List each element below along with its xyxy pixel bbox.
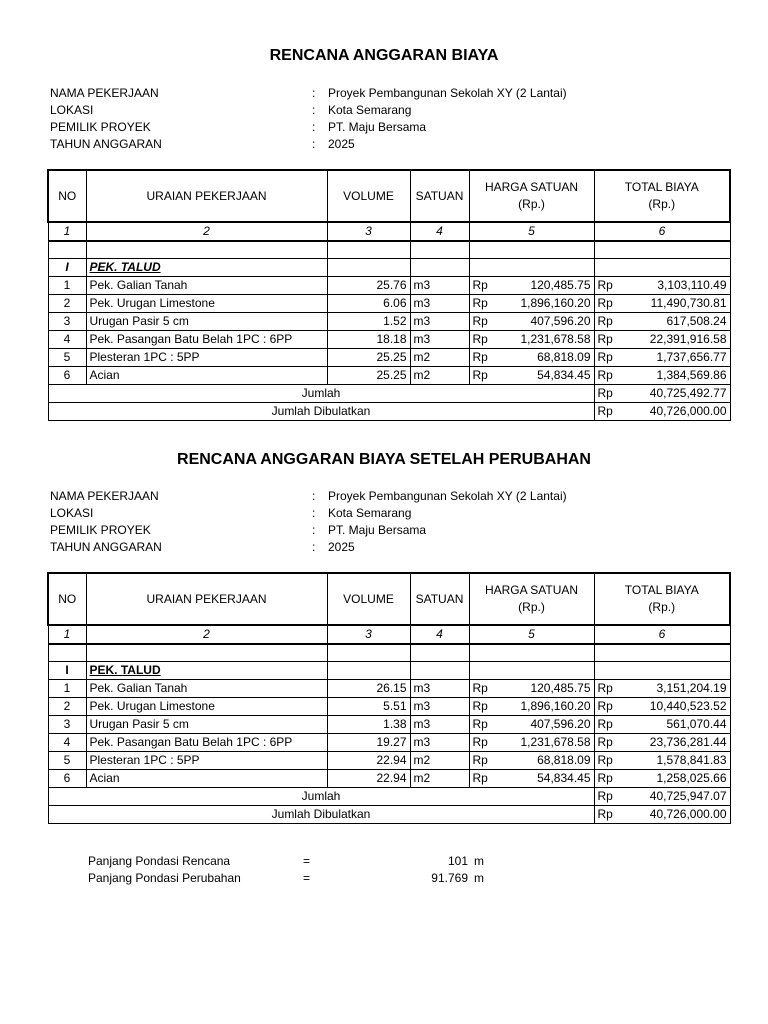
row-volume: 1.38 bbox=[327, 716, 410, 734]
jumlah-row bbox=[48, 385, 730, 403]
column-number-row bbox=[48, 222, 730, 241]
dibulatkan-value: 40,726,000.00 bbox=[618, 403, 730, 421]
col-number: 2 bbox=[86, 222, 327, 241]
jumlah-value: 40,725,492.77 bbox=[618, 385, 730, 403]
info-colon: : bbox=[312, 120, 316, 134]
row-rp: Rp bbox=[594, 367, 618, 385]
row-rp: Rp bbox=[469, 734, 493, 752]
blank-row bbox=[48, 644, 730, 662]
row-satuan: m2 bbox=[410, 349, 469, 367]
row-satuan: m2 bbox=[410, 367, 469, 385]
info-row-pemilik bbox=[50, 119, 710, 136]
table-row bbox=[48, 734, 730, 752]
footer-label: Panjang Pondasi Perubahan bbox=[88, 871, 241, 885]
info-label: LOKASI bbox=[50, 103, 94, 117]
row-rp: Rp bbox=[594, 734, 618, 752]
row-rp: Rp bbox=[469, 680, 493, 698]
jumlah-value: 40,725,947.07 bbox=[618, 788, 730, 806]
table-row bbox=[48, 277, 730, 295]
info-value: Proyek Pembangunan Sekolah XY (2 Lantai) bbox=[328, 489, 567, 503]
row-total: 10,440,523.52 bbox=[618, 698, 730, 716]
row-rp: Rp bbox=[469, 367, 493, 385]
footer-value: 101 bbox=[447, 854, 468, 868]
table-row bbox=[48, 331, 730, 349]
footer-unit: m bbox=[474, 854, 484, 868]
row-total: 3,103,110.49 bbox=[618, 277, 730, 295]
row-satuan: m3 bbox=[410, 734, 469, 752]
row-rp: Rp bbox=[594, 295, 618, 313]
row-volume: 22.94 bbox=[327, 770, 410, 788]
info-colon: : bbox=[312, 103, 316, 117]
project-info bbox=[50, 488, 710, 556]
row-uraian: Pek. Urugan Limestone bbox=[86, 698, 327, 716]
header-total-sub: (Rp.) bbox=[648, 600, 676, 614]
footer-label: Panjang Pondasi Rencana bbox=[88, 854, 231, 868]
row-uraian: Plesteran 1PC : 5PP bbox=[86, 349, 327, 367]
row-satuan: m3 bbox=[410, 277, 469, 295]
row-harga: 1,896,160.20 bbox=[493, 698, 594, 716]
row-satuan: m3 bbox=[410, 295, 469, 313]
row-harga: 120,485.75 bbox=[493, 277, 594, 295]
jumlah-rp: Rp bbox=[594, 788, 618, 806]
row-harga: 68,818.09 bbox=[493, 349, 594, 367]
dibulatkan-rp: Rp bbox=[594, 403, 618, 421]
row-uraian: Pek. Galian Tanah bbox=[86, 277, 327, 295]
row-no: 1 bbox=[48, 277, 86, 295]
col-number: 2 bbox=[86, 625, 327, 644]
info-value: PT. Maju Bersama bbox=[328, 120, 427, 134]
info-value: Kota Semarang bbox=[328, 506, 412, 520]
header-harga-sub: (Rp.) bbox=[518, 197, 545, 211]
row-uraian: Pek. Pasangan Batu Belah 1PC : 6PP bbox=[86, 331, 327, 349]
info-label: NAMA PEKERJAAN bbox=[50, 489, 159, 503]
row-total: 22,391,916.58 bbox=[618, 331, 730, 349]
row-rp: Rp bbox=[594, 680, 618, 698]
footer-row-rencana bbox=[88, 853, 484, 870]
col-number: 5 bbox=[469, 222, 594, 241]
header-satuan: SATUAN bbox=[410, 573, 469, 625]
row-no: 3 bbox=[48, 313, 86, 331]
table-row bbox=[48, 716, 730, 734]
row-uraian: Pek. Urugan Limestone bbox=[86, 295, 327, 313]
row-no: 1 bbox=[48, 680, 86, 698]
info-colon: : bbox=[312, 506, 316, 520]
row-uraian: Plesteran 1PC : 5PP bbox=[86, 752, 327, 770]
row-harga: 1,896,160.20 bbox=[493, 295, 594, 313]
row-no: 4 bbox=[48, 734, 86, 752]
group-name: PEK. TALUD bbox=[86, 662, 327, 680]
row-harga: 120,485.75 bbox=[493, 680, 594, 698]
header-total-label: TOTAL BIAYA bbox=[624, 583, 699, 597]
info-row-lokasi bbox=[50, 505, 710, 522]
row-harga: 407,596.20 bbox=[493, 716, 594, 734]
row-harga: 1,231,678.58 bbox=[493, 331, 594, 349]
info-label: PEMILIK PROYEK bbox=[50, 523, 151, 537]
row-no: 5 bbox=[48, 752, 86, 770]
header-total-label: TOTAL BIAYA bbox=[624, 180, 699, 194]
row-rp: Rp bbox=[469, 698, 493, 716]
info-value: 2025 bbox=[328, 137, 355, 151]
row-volume: 22.94 bbox=[327, 752, 410, 770]
row-total: 11,490,730.81 bbox=[618, 295, 730, 313]
info-label: TAHUN ANGGARAN bbox=[50, 137, 162, 151]
col-number: 6 bbox=[594, 625, 730, 644]
row-rp: Rp bbox=[469, 331, 493, 349]
info-label: TAHUN ANGGARAN bbox=[50, 540, 162, 554]
jumlah-label: Jumlah bbox=[48, 385, 594, 403]
col-number: 3 bbox=[327, 222, 410, 241]
row-satuan: m2 bbox=[410, 770, 469, 788]
dibulatkan-label: Jumlah Dibulatkan bbox=[48, 806, 594, 824]
row-satuan: m3 bbox=[410, 331, 469, 349]
row-rp: Rp bbox=[594, 752, 618, 770]
group-no: I bbox=[48, 662, 86, 680]
row-rp: Rp bbox=[469, 313, 493, 331]
row-satuan: m3 bbox=[410, 680, 469, 698]
info-row-nama bbox=[50, 488, 710, 505]
header-total-sub: (Rp.) bbox=[648, 197, 676, 211]
row-harga: 1,231,678.58 bbox=[493, 734, 594, 752]
row-rp: Rp bbox=[594, 770, 618, 788]
row-uraian: Acian bbox=[86, 770, 327, 788]
info-colon: : bbox=[312, 489, 316, 503]
info-label: LOKASI bbox=[50, 506, 94, 520]
row-total: 23,736,281.44 bbox=[618, 734, 730, 752]
row-volume: 5.51 bbox=[327, 698, 410, 716]
header-volume: VOLUME bbox=[327, 170, 410, 222]
row-total: 617,508.24 bbox=[618, 313, 730, 331]
info-colon: : bbox=[312, 523, 316, 537]
row-total: 1,258,025.66 bbox=[618, 770, 730, 788]
row-harga: 54,834.45 bbox=[493, 367, 594, 385]
dibulatkan-row bbox=[48, 403, 730, 421]
row-rp: Rp bbox=[469, 716, 493, 734]
header-harga-label: HARGA SATUAN bbox=[484, 583, 579, 597]
row-no: 2 bbox=[48, 698, 86, 716]
header-uraian: URAIAN PEKERJAAN bbox=[86, 170, 327, 222]
section-title: RENCANA ANGGARAN BIAYA SETELAH PERUBAHAN bbox=[177, 451, 591, 468]
col-number: 4 bbox=[410, 625, 469, 644]
dibulatkan-row bbox=[48, 806, 730, 824]
row-volume: 26.15 bbox=[327, 680, 410, 698]
row-no: 2 bbox=[48, 295, 86, 313]
row-volume: 25.76 bbox=[327, 277, 410, 295]
col-number: 3 bbox=[327, 625, 410, 644]
header-uraian: URAIAN PEKERJAAN bbox=[86, 573, 327, 625]
row-total: 1,737,656.77 bbox=[618, 349, 730, 367]
table-row bbox=[48, 752, 730, 770]
row-no: 3 bbox=[48, 716, 86, 734]
info-row-pemilik bbox=[50, 522, 710, 539]
foundation-length-summary bbox=[88, 853, 484, 887]
table-row bbox=[48, 680, 730, 698]
header-total bbox=[594, 573, 730, 625]
budget-table bbox=[47, 169, 731, 421]
row-uraian: Pek. Galian Tanah bbox=[86, 680, 327, 698]
info-value: PT. Maju Bersama bbox=[328, 523, 427, 537]
row-rp: Rp bbox=[594, 313, 618, 331]
info-colon: : bbox=[312, 137, 316, 151]
dibulatkan-rp: Rp bbox=[594, 806, 618, 824]
info-value: Kota Semarang bbox=[328, 103, 412, 117]
info-label: NAMA PEKERJAAN bbox=[50, 86, 159, 100]
row-volume: 19.27 bbox=[327, 734, 410, 752]
table-row bbox=[48, 698, 730, 716]
header-total bbox=[594, 170, 730, 222]
jumlah-rp: Rp bbox=[594, 385, 618, 403]
info-value: Proyek Pembangunan Sekolah XY (2 Lantai) bbox=[328, 86, 567, 100]
info-label: PEMILIK PROYEK bbox=[50, 120, 151, 134]
row-no: 6 bbox=[48, 770, 86, 788]
info-row-nama bbox=[50, 85, 710, 102]
row-rp: Rp bbox=[469, 349, 493, 367]
row-volume: 18.18 bbox=[327, 331, 410, 349]
row-volume: 25.25 bbox=[327, 349, 410, 367]
table-row bbox=[48, 367, 730, 385]
row-satuan: m3 bbox=[410, 698, 469, 716]
header-no: NO bbox=[48, 170, 86, 222]
row-total: 1,578,841.83 bbox=[618, 752, 730, 770]
row-harga: 68,818.09 bbox=[493, 752, 594, 770]
row-rp: Rp bbox=[594, 277, 618, 295]
jumlah-label: Jumlah bbox=[48, 788, 594, 806]
footer-equals: = bbox=[303, 854, 311, 868]
row-satuan: m3 bbox=[410, 313, 469, 331]
dibulatkan-value: 40,726,000.00 bbox=[618, 806, 730, 824]
header-harga-sub: (Rp.) bbox=[518, 600, 545, 614]
row-harga: 54,834.45 bbox=[493, 770, 594, 788]
group-row bbox=[48, 259, 730, 277]
row-uraian: Urugan Pasir 5 cm bbox=[86, 313, 327, 331]
info-colon: : bbox=[312, 540, 316, 554]
header-satuan: SATUAN bbox=[410, 170, 469, 222]
page-title: RENCANA ANGGARAN BIAYA bbox=[269, 47, 499, 64]
header-no: NO bbox=[48, 573, 86, 625]
row-no: 4 bbox=[48, 331, 86, 349]
row-uraian: Urugan Pasir 5 cm bbox=[86, 716, 327, 734]
group-name: PEK. TALUD bbox=[86, 259, 327, 277]
row-rp: Rp bbox=[469, 770, 493, 788]
col-number: 1 bbox=[48, 222, 86, 241]
row-no: 6 bbox=[48, 367, 86, 385]
budget-table-revised bbox=[47, 572, 731, 824]
footer-row-perubahan bbox=[88, 870, 484, 887]
col-number: 5 bbox=[469, 625, 594, 644]
column-number-row bbox=[48, 625, 730, 644]
row-rp: Rp bbox=[469, 752, 493, 770]
table-row bbox=[48, 313, 730, 331]
row-rp: Rp bbox=[469, 277, 493, 295]
row-total: 1,384,569.86 bbox=[618, 367, 730, 385]
row-volume: 25.25 bbox=[327, 367, 410, 385]
row-rp: Rp bbox=[594, 698, 618, 716]
row-rp: Rp bbox=[594, 331, 618, 349]
footer-equals: = bbox=[303, 871, 311, 885]
footer-unit: m bbox=[474, 871, 484, 885]
col-number: 6 bbox=[594, 222, 730, 241]
jumlah-row bbox=[48, 788, 730, 806]
info-colon: : bbox=[312, 86, 316, 100]
row-rp: Rp bbox=[594, 716, 618, 734]
row-harga: 407,596.20 bbox=[493, 313, 594, 331]
row-total: 3,151,204.19 bbox=[618, 680, 730, 698]
row-no: 5 bbox=[48, 349, 86, 367]
row-uraian: Pek. Pasangan Batu Belah 1PC : 6PP bbox=[86, 734, 327, 752]
header-harga bbox=[469, 573, 594, 625]
info-row-lokasi bbox=[50, 102, 710, 119]
row-satuan: m2 bbox=[410, 752, 469, 770]
group-no: I bbox=[48, 259, 86, 277]
table-row bbox=[48, 349, 730, 367]
dibulatkan-label: Jumlah Dibulatkan bbox=[48, 403, 594, 421]
col-number: 1 bbox=[48, 625, 86, 644]
row-rp: Rp bbox=[594, 349, 618, 367]
table-row bbox=[48, 770, 730, 788]
header-volume: VOLUME bbox=[327, 573, 410, 625]
table-header bbox=[48, 170, 730, 222]
row-total: 561,070.44 bbox=[618, 716, 730, 734]
info-value: 2025 bbox=[328, 540, 355, 554]
header-harga bbox=[469, 170, 594, 222]
row-satuan: m3 bbox=[410, 716, 469, 734]
row-rp: Rp bbox=[469, 295, 493, 313]
row-uraian: Acian bbox=[86, 367, 327, 385]
group-row bbox=[48, 662, 730, 680]
row-volume: 1.52 bbox=[327, 313, 410, 331]
info-row-tahun bbox=[50, 136, 710, 153]
row-volume: 6.06 bbox=[327, 295, 410, 313]
col-number: 4 bbox=[410, 222, 469, 241]
table-row bbox=[48, 295, 730, 313]
footer-value: 91.769 bbox=[431, 871, 468, 885]
header-harga-label: HARGA SATUAN bbox=[484, 180, 579, 194]
blank-row bbox=[48, 241, 730, 259]
table-header bbox=[48, 573, 730, 625]
info-row-tahun bbox=[50, 539, 710, 556]
project-info bbox=[50, 85, 710, 153]
